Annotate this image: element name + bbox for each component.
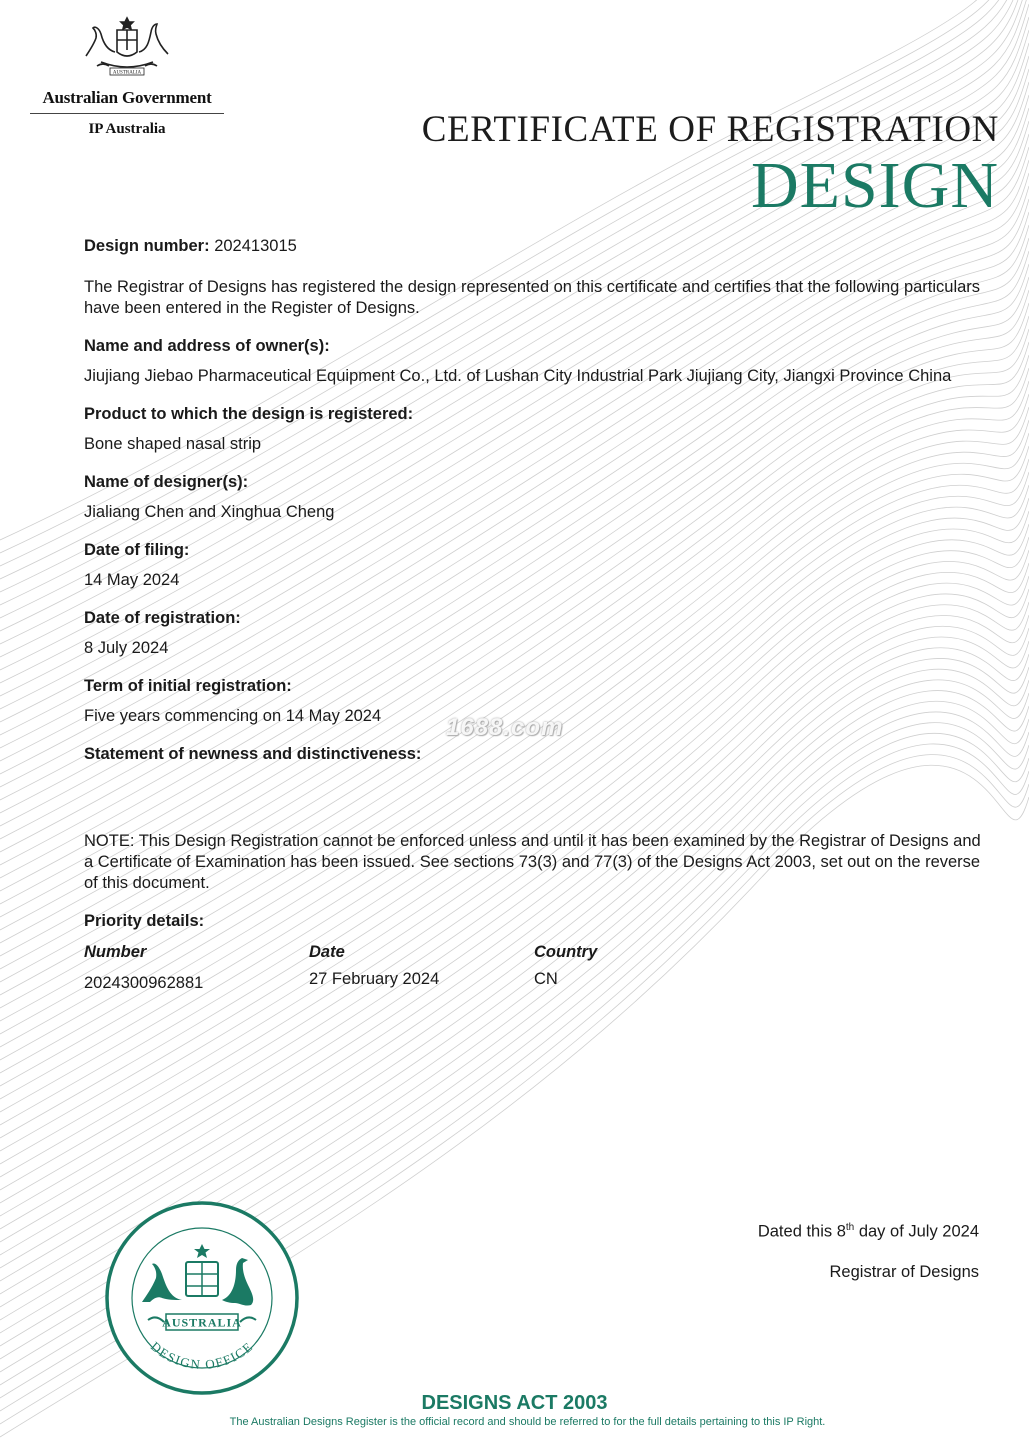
priority-header-date: Date xyxy=(309,943,345,961)
priority-number: 2024300962881 xyxy=(84,974,204,992)
product-label: Product to which the design is registered: xyxy=(84,405,414,423)
certificate-body xyxy=(84,236,984,994)
priority-country: CN xyxy=(534,970,558,988)
statement-label: Statement of newness and distinctiveness: xyxy=(84,745,422,763)
statement-blank xyxy=(84,765,984,811)
product-value: Bone shaped nasal strip xyxy=(84,435,262,453)
seal-banner-text: AUSTRALIA xyxy=(162,1315,242,1330)
priority-header-number: Number xyxy=(84,943,147,961)
designs-act-title: DESIGNS ACT 2003 xyxy=(421,1392,608,1414)
certificate-title: CERTIFICATE OF REGISTRATION xyxy=(421,109,999,150)
design-number-label: Design number: xyxy=(84,237,210,255)
term-value: Five years commencing on 14 May 2024 xyxy=(84,707,382,725)
owner-value: Jiujiang Jiebao Pharmaceutical Equipment Co., Ltd. of Lushan City Industrial Park Jiujiang City, Jiangxi Province China xyxy=(84,367,952,385)
designer-label: Name of designer(s): xyxy=(84,473,249,491)
enforcement-note: NOTE: This Design Registration cannot be enforced unless and until it has been examined by the Registrar of Designs and a Certificate of Examination has been issued. See sections 73(3) and 77(3) of the Designs Act 2003, set out on the reverse of this document. xyxy=(84,832,981,892)
design-number-value: 202413015 xyxy=(214,237,297,255)
design-office-seal xyxy=(104,1200,300,1396)
coat-of-arms-icon xyxy=(77,12,177,84)
designer-value: Jialiang Chen and Xinghua Cheng xyxy=(84,503,335,521)
register-note: The Australian Designs Register is the official record and should be referred to for the full details pertaining to this IP Right. xyxy=(229,1416,826,1428)
dated-suffix: day of July 2024 xyxy=(854,1222,979,1241)
dated-prefix: Dated this 8 xyxy=(757,1222,846,1241)
certificate-type: DESIGN xyxy=(751,149,999,222)
registration-date-value: 8 July 2024 xyxy=(84,639,169,657)
dated-ordinal: th xyxy=(845,1222,855,1233)
filing-date-value: 14 May 2024 xyxy=(84,571,180,589)
term-label: Term of initial registration: xyxy=(84,677,292,695)
intro-paragraph: The Registrar of Designs has registered the design represented on this certificate and certifies that the following particulars have been entered in the Register of Designs. xyxy=(84,278,981,317)
filing-date-label: Date of filing: xyxy=(84,541,190,559)
registration-date-label: Date of registration: xyxy=(84,609,241,627)
crest-motto: AUSTRALIA xyxy=(112,70,142,76)
dated-line xyxy=(758,1222,979,1242)
government-branding xyxy=(30,12,224,138)
design-number-line xyxy=(84,236,984,257)
priority-header-country: Country xyxy=(534,943,598,961)
department-name: IP Australia xyxy=(88,121,166,137)
registrar-role: Registrar of Designs xyxy=(829,1262,979,1281)
signature-block xyxy=(758,1222,979,1282)
watermark: 1688.com xyxy=(446,714,564,741)
priority-table xyxy=(84,942,984,994)
seal-bottom-text: DESIGN OFFICE xyxy=(147,1338,257,1373)
priority-date: 27 February 2024 xyxy=(309,970,440,988)
government-name: Australian Government xyxy=(30,88,224,114)
owner-label: Name and address of owner(s): xyxy=(84,337,330,355)
priority-label: Priority details: xyxy=(84,912,205,930)
